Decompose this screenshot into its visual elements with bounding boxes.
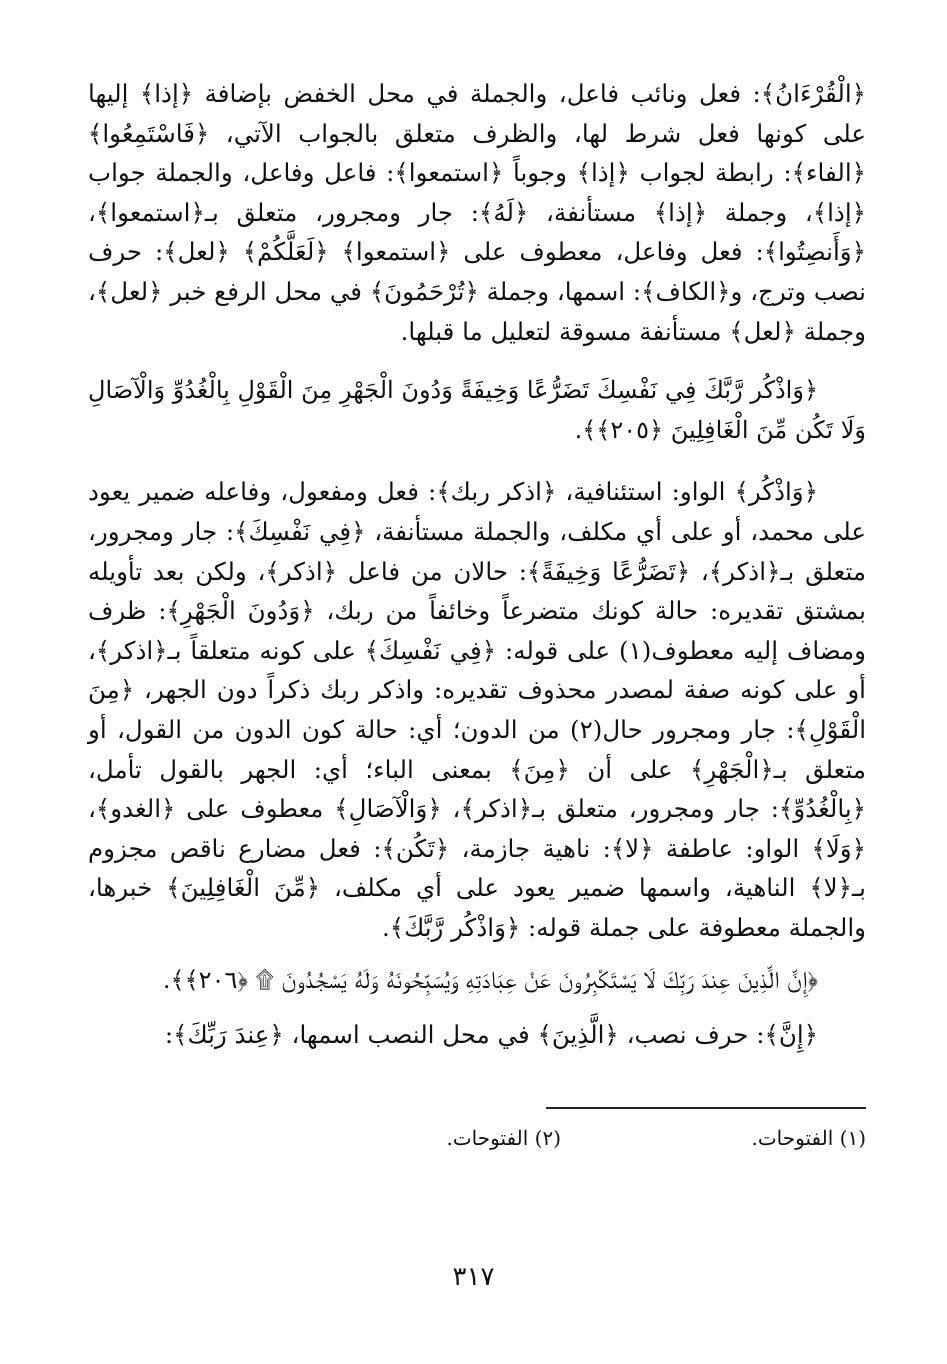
footnotes [88, 1123, 866, 1153]
commentary-paragraph: ﴿إِنَّ﴾: حرف نصب، ﴿الَّذِينَ﴾ في محل النصب اسمها، ﴿عِندَ رَبِّكَ﴾: [164, 1020, 818, 1050]
quran-verse-205: ﴿وَاذْكُر رَّبَّكَ فِي نَفْسِكَ تَضَرُّعًا وَخِيفَةً وَدُونَ الْجَهْرِ مِنَ الْقَوْلِ بِالْغُدُوِّ وَالْآصَالِ وَلَا تَكُن مِّنَ الْغَافِلِينَ ﴿٢٠٥﴾﴾. [88, 376, 866, 444]
commentary-paragraph: ﴿وَاذْكُر﴾ الواو: استئنافية، ﴿اذكر ربك﴾: فعل ومفعول، وفاعله ضمير يعود على محمد، أو على أي مكلف، والجملة مستأنفة، ﴿فِي نَفْسِكَ﴾: جار ومجرور، متعلق بـ﴿اذكر﴾، ﴿تَضَرُّعًا وَخِيفَةً﴾: حالان من فاعل ﴿اذكر﴾، ولكن بعد تأويله بمشتق تقديره: حالة كونك متضرعاً وخائفاً من ربك، ﴿وَدُونَ الْجَهْرِ﴾: ظرف ومضاف إليه معطوف(١) على قوله: ﴿فِي نَفْسِكَ﴾ على كونه متعلقاً بـ﴿اذكر﴾، أو على كونه صفة لمصدر محذوف تقديره: واذكر ربك ذكراً دون الجهر، ﴿مِنَ الْقَوْلِ﴾: جار ومجرور حال(٢) من الدون؛ أي: حالة كون الدون من القول، أو متعلق بـ﴿الْجَهْرِ﴾ على أن ﴿مِنَ﴾ بمعنى الباء؛ أي: الجهر بالقول تأمل، ﴿بِالْغُدُوِّ﴾: جار ومجرور، متعلق بـ﴿اذكر﴾، ﴿وَالْآصَالِ﴾ معطوف على ﴿الغدو﴾، ﴿وَلَا﴾ الواو: عاطفة ﴿لا﴾: ناهية جازمة، ﴿تَكُن﴾: فعل مضارع ناقص مجزوم بـ﴿لا﴾ الناهية، واسمها ضمير يعود على أي مكلف، ﴿مِّنَ الْغَافِلِينَ﴾ خبرها، والجملة معطوفة على جملة قوله: ﴿وَاذْكُر رَّبَّكَ﴾. [88, 477, 866, 942]
footnote-divider [546, 1107, 866, 1109]
quran-verse-206: ﴿إِنَّ الَّذِينَ عِندَ رَبِّكَ لَا يَسْتَكْبِرُونَ عَنْ عِبَادَتِهِ وَيُسَبِّحُونَهُ وَلَهُ يَسْجُدُونَ ۩ ﴿٢٠٦﴾﴾. [162, 966, 818, 995]
footnote-1: (١) الفتوحات. [751, 1125, 866, 1150]
page-body [88, 74, 866, 1153]
footnote-2: (٢) الفتوحات. [446, 1125, 561, 1150]
page-number: ٣١٧ [452, 1262, 495, 1292]
commentary-paragraph: ﴿الْقُرْءَانُ﴾: فعل ونائب فاعل، والجملة في محل الخفض بإضافة ﴿إذا﴾ إليها على كونها فعل شرط لها، والظرف متعلق بالجواب الآتي، ﴿فَاسْتَمِعُوا﴾ ﴿الفاء﴾: رابطة لجواب ﴿إذا﴾ وجوباً ﴿استمعوا﴾: فاعل وفاعل، والجملة جواب ﴿إذا﴾، وجملة ﴿إذا﴾ مستأنفة، ﴿لَهُ﴾: جار ومجرور، متعلق بـ﴿استمعوا﴾، ﴿وَأَنصِتُوا﴾: فعل وفاعل، معطوف على ﴿استمعوا﴾ ﴿لَعَلَّكُمْ﴾ ﴿لعل﴾: حرف نصب وترج، و﴿الكاف﴾: اسمها، وجملة ﴿تُرْحَمُونَ﴾ في محل الرفع خبر ﴿لعل﴾، وجملة ﴿لعل﴾ مستأنفة مسوقة لتعليل ما قبلها. [88, 79, 866, 346]
